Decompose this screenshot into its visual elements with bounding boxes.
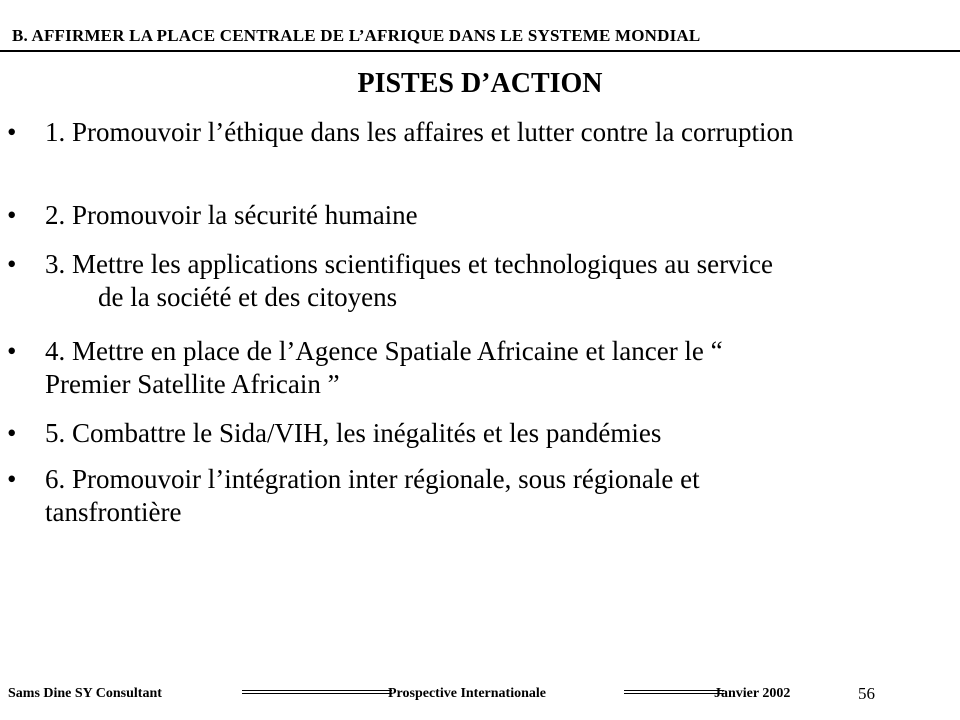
bullet-text: 5. Combattre le Sida/VIH, les inégalités et les pandémies: [45, 418, 662, 448]
bullet-text-continued: tansfrontière: [45, 497, 182, 527]
bullet-text: 2. Promouvoir la sécurité humaine: [45, 200, 418, 230]
footer-line-left: [242, 690, 392, 694]
bullet-marker: •: [7, 418, 17, 448]
footer-course: Prospective Internationale: [388, 686, 546, 701]
bullet-marker: •: [7, 117, 17, 147]
footer-line-right: [624, 690, 724, 694]
bullet-text: 3. Mettre les applications scientifiques et technologiques au service: [45, 249, 774, 279]
header-title: B. AFFIRMER LA PLACE CENTRALE DE L’AFRIQUE DANS LE SYSTEME MONDIAL: [12, 26, 701, 45]
footer-date: Janvier 2002: [714, 686, 791, 701]
bullet-text: 1. Promouvoir l’éthique dans les affaires et lutter contre la corruption: [45, 117, 794, 147]
bullet-marker: •: [7, 200, 17, 230]
bullet-text-continued: Premier Satellite Africain ”: [45, 369, 340, 399]
bullet-marker: •: [7, 464, 17, 494]
header-rule: [0, 50, 960, 52]
bullet-marker: •: [7, 249, 17, 279]
footer-author: Sams Dine SY Consultant: [8, 686, 162, 701]
bullet-text-continued: de la société et des citoyens: [98, 282, 398, 312]
bullet-text: 4. Mettre en place de l’Agence Spatiale Africaine et lancer le “: [45, 336, 723, 366]
page-number: 56: [858, 684, 875, 703]
bullet-text: 6. Promouvoir l’intégration inter régionale, sous régionale et: [45, 464, 700, 494]
slide-title: PISTES D’ACTION: [357, 68, 603, 99]
bullet-marker: •: [7, 336, 17, 366]
